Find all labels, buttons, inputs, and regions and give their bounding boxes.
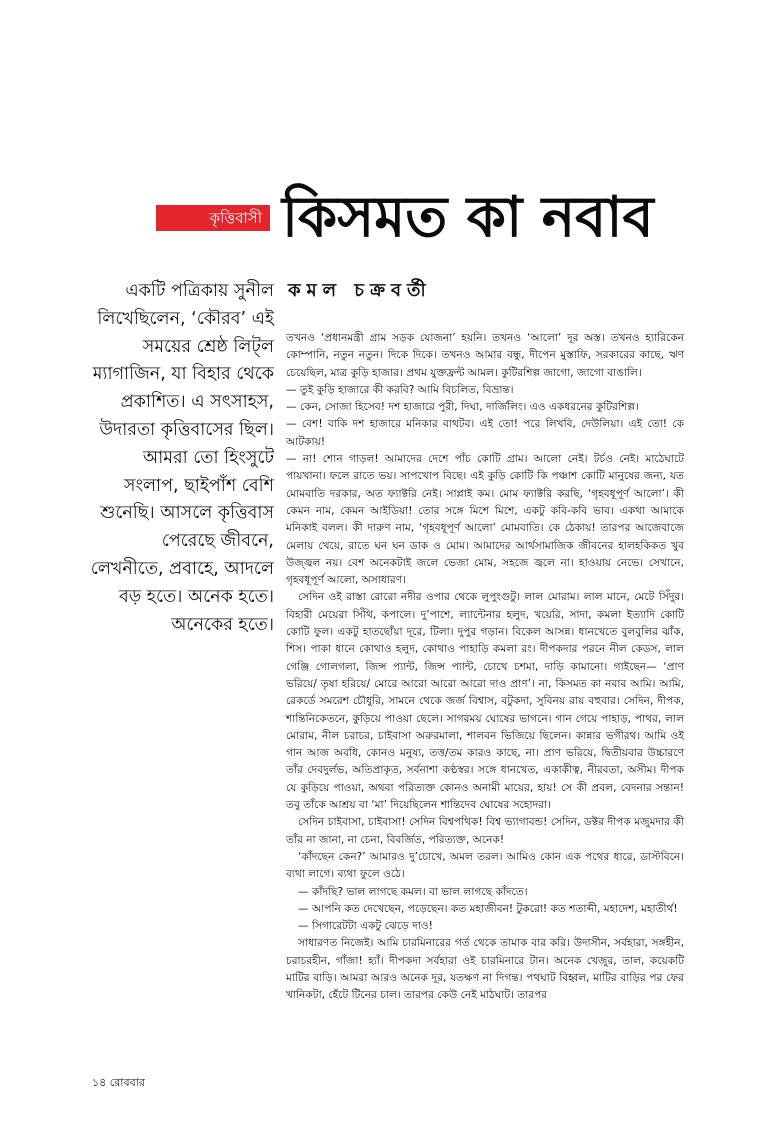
body-paragraph: সেদিন চাইবাসা, চাইবাসা! সেদিন বিশ্বপথিক! বিশ্ব ভ্যাগাবন্ড! সেদিন, ডক্টর দীপক মজুমদার কী তাঁর না জানা, না চেনা, বিবর্জিত, পরিত্যক্ত, অনেক! [286,816,684,846]
body-paragraph: ‘কাঁদছেন কেন?’ আমারও দু’চোখে, অমল তরল। আমিও কোন এক পথের ধারে, ডাস্টবিনে। ব্যথা লাগে। ব্যথা ফুলে ওঠে। [286,850,684,881]
article-headline: কিসমত কা নবাব [282,185,654,250]
article-body [286,330,684,1005]
body-paragraph: — কাঁদছি? ভাল লাগছে কমল। বা ভাল লাগছে কাঁদতে। [298,885,528,898]
body-paragraph: — সিগারেটটা একটু ঝেড়ে দাও! [298,920,433,933]
body-paragraph: — বেশ! বাকি দশ হাজারে মনিকার বাথটব। এই তো! পরে লিখবি, দেউলিয়া। এই তো! কে আটকায়! [286,418,684,448]
author-byline: কমল চক্রবর্তী [288,280,432,301]
section-tag: কৃত্তিবাসী [156,205,270,231]
body-paragraph: — আপনি কত দেখেছেন, পড়েছেন। কত মহাজীবন! টুকরো! কত শতাব্দী, মহাদেশ, মহাতীর্থ! [298,902,678,915]
body-paragraph: সেদিন ওই রাস্তা রোরো নদীর ওপার থেকে লুপুংগুটু। লাল মোরাম। লাল মানে, মেটে সিঁদুর। বিহারী মেয়েরা সিঁথি, কপালে। দু’পাশে, ল্যান্টেনার হলুদ, খয়েরি, সাদা, কমলা ইত্যাদি কোটি কোটি ফুল। একটু হাতছোঁয়া দূরে, টিলা। দুপুর গড়ান। বিকেল আসন্ন। ধানখেতে বুলবুলির ঝাঁক, শিস। পাকা ধানে কোথাও হলুদ, কোথাও পাহাড়ি কমলা রং। দীপকদার পরনে নীল কেডস, লাল গেঞ্জি গোলগলা, জিন্স প্যান্ট, জিন্স প্যান্ট, চোখে চশমা, দাড়ি কামানো। গাইছেন— ‘প্রাণ ভরিয়ে/ তৃষা হরিয়ে/ মোরে আরো আরো আরো দাও প্রাণ’। না, কিসমত কা নবাব আমি। আমি, রেকর্ডে সমরেশ চৌধুরি, সামনে থেকে জর্জ বিশ্বাস, বটুকদা, সুবিনয় রায় বহুবার। সেদিন, দীপক, শান্তিনিকেতনে, কুড়িয়ে পাওয়া ছেলে। সাগরময় ঘোষের ভাগনে। গান গেয়ে পাহাড়, পাথর, লাল মোরাম, নীল চরাচর, চাইবাসা অরুরমালা, শালবন ভিজিয়ে ছিলেন। কান্নার ভগীরথ। আমি ওই গান আজ অবধি, কোনও মনুষ্য, তত্ত/তম কারও কাছে, না। প্রাণ ভরিয়ে, দ্বিতীয়বার উচ্চারণে তাঁর দেবদুর্লভ, অতিপ্রাকৃত, সর্বনাশা কণ্ঠস্বর। সঙ্গে ধানখেত, একাকীত্ব, নীরবতা, অসীম। দীপক যে কুড়িয়ে পাওয়া, অথবা পরিত্যক্ত কোনও অনামী মায়ের, হায়! সে কী প্রবল, বেদনার সন্তান! তবু তাঁকে আশ্রয় বা ‘মা’ দিয়েছিলেন শান্তিদেব ঘোষের সহোদরা। [286,591,684,812]
body-paragraph: — কেন, সোজা হিসেব! দশ হাজারে পুরী, দিঘা, দার্জিলিং। এও একধরনের কুটিরশিল্প। [286,401,639,414]
body-paragraph: তখনও ‘প্রধানমন্ত্রী গ্রাম সড়ক যোজনা’ হয়নি। তখনও ‘আলো’ দূর অস্ত। তখনও হ্যারিকেন কোম্পানি, নতুন নতুন। দিকে দিকে। তখনও আমার বন্ধু, দীপেন মুস্তাফি, সরকারের কাছে, ঋণ চেয়েছিল, মাত্র কুড়ি হাজার। প্রথম যুক্তফ্রন্ট আমল। কুটিরশিল্প জাগো, জাগো বাঙালি। [286,332,684,379]
pull-quote: একটি পত্রিকায় সুনীল লিখেছিলেন, ‘কৌরব’ এই সময়ের শ্রেষ্ঠ লিট্‌ল ম্যাগাজিন, যা বিহার থেকে প্রকাশিত। এ সৎসাহস, উদারতা কৃত্তিবাসের ছিল। আমরা তো হিংসুটে সংলাপ, ছাইপাঁশ বেশি শুনেছি। আসলে কৃত্তিবাস পেরেছে জীবনে, লেখনীতে, প্রবাহে, আদলে বড় হতে। অনেক হতে। অনেকের হতে। [90,281,274,635]
body-paragraph: — তুই কুড়ি হাজারে কী করবি? আমি বিচলিত, বিভ্রান্ত। [286,383,514,396]
page-folio: ১৪ রোববার [92,1076,145,1089]
body-paragraph: সাধারণত নিজেই। আমি চারমিনারের গর্ত থেকে তামাক বার করি। উদাসীন, সর্বহারা, সঙ্গহীন, চরাচরহীন, গাঁজা! হ্যাঁ। দীপকদা সর্বহারা ওই চারমিনারে টান। অনেক খেজুর, তাল, কয়েকটি মাটির বাড়ি। আমরা আরও অনেক দূর, যতক্ষণ না দিগন্ত। পথঘাট বিহ্বল, মাটির বাড়ির পর ফের খানিকটা, হেঁটে টিনের চাল। তারপর কেউ নেই মাঠঘাট। তারপর [286,937,684,1002]
body-paragraph: — না! শোন গাড়ল! আমাদের দেশে পাঁচ কোটি গ্রাম। আলো নেই। টর্চও নেই। মাঠেঘাটে পায়খানা। ফলে রাতে ভয়। সাপখোপ বিছে। এই কুড়ি কোটি কি পঞ্চাশ কোটি মানুষের জন্য, যত মোমবাতি দরকার, অত ফ্যাক্টরি নেই। সাপ্লাই কম। মোম ফ্যাক্টরি করছি, ‘গৃহবধূপূর্ণ আলো’। কী কেমন নাম, কেমন আইডিয়া! তোর সঙ্গে মিশে মিশে, একটু কবি-কবি ভাব। একথা আমাকে মনিকাই বলল। কী দারুণ নাম, ‘গৃহবধূপূর্ণ আলো’ মোমবাতি। কে ঠেকায়! তারপর আজেবাজে মেলায় খেয়ে, রাতে ঘন ঘন ডাক ও মোম। আমাদের আর্থসামাজিক জীবনের হালহকিকত খুব উজ্জ্বল নয়। বেশ অনেকটাই জলে ভেজা মোম, সহজে জ্বলে না। হাওয়ায় নেভে। সেখানে, গৃহবধূপূর্ণ আলো, অসাধারণ। [286,453,684,587]
